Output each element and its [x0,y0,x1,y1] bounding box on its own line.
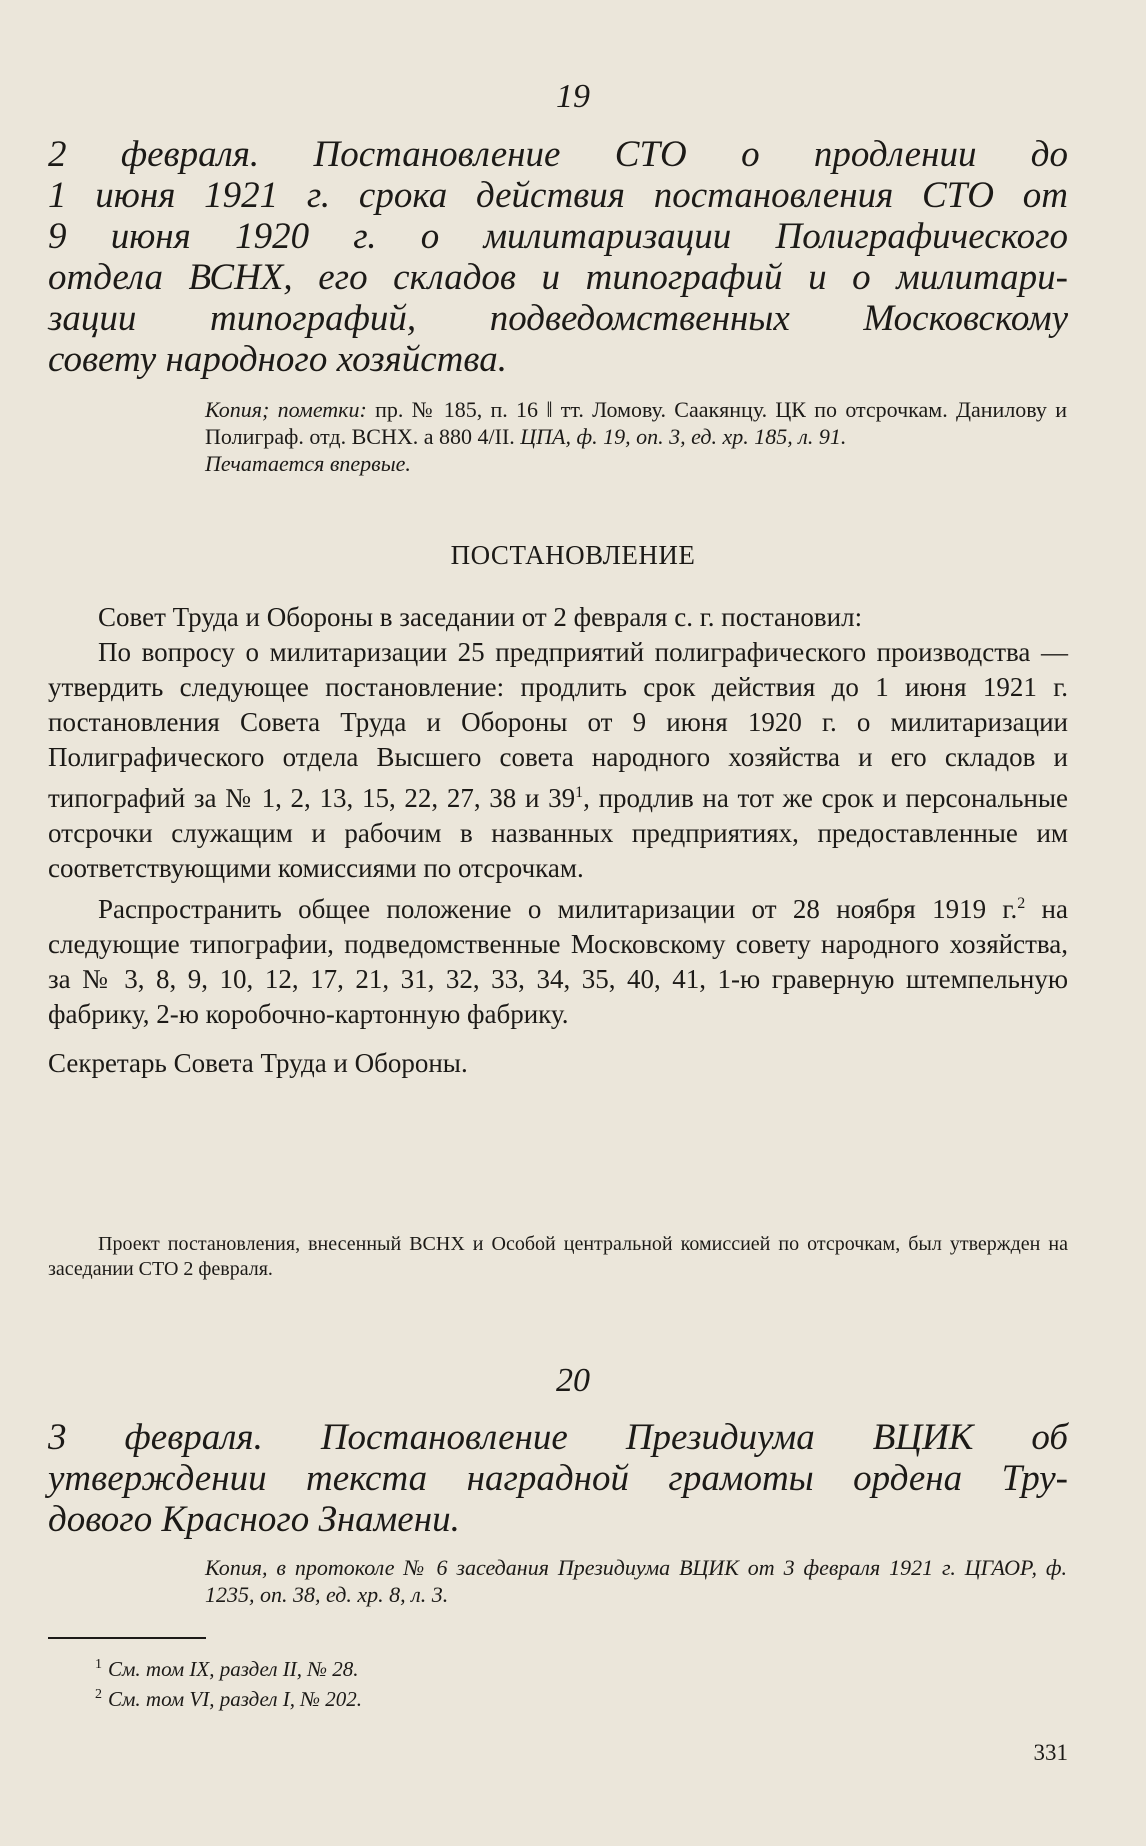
title-line: 2 февраля. Постановление СТО о продлении до [48,134,1068,175]
document-number-19: 19 [556,78,590,115]
footnote-mark: 1 [575,784,584,801]
paragraph-text: , продлив на тот же срок и персональные отсрочки служащим и рабочим в названных предприятиях, предоставленные им соответствующими комиссиями по отсрочкам. [48,783,1068,883]
paragraph-text: Распространить общее положение о милитаризации от 28 ноября 1919 г. [98,894,1018,924]
document-number-20: 20 [556,1362,590,1399]
paragraph-text: По вопросу о милитаризации 25 предприятий полиграфического производства — утвердить следующее постановление: продлить срок действия до 1 июня 1921 г. постановления Совета Труда и Обороны от 9 июня 1920 г. о милитаризации Полиграфического отдела Высшего совета народного хозяйства и его складов и типографий за № 1, 2, 13, 15, 22, 27, 38 и 39 [48,637,1068,813]
editorial-note: Проект постановления, внесенный ВСНХ и Особой центральной комиссией по отсрочкам, был утвержден на заседании СТО 2 февраля. [48,1233,1068,1280]
footnote-number: 1 [95,1657,102,1672]
title-line: 3 февраля. Постановление Президиума ВЦИК об [48,1417,1068,1458]
printed-first-note: Печатается впервые. [205,451,411,476]
footnotes [95,1652,995,1712]
document-20-source: Копия, в протоколе № 6 заседания Президиума ВЦИК от 3 февраля 1921 г. ЦГАОР, ф. 1235, оп. 38, ед. хр. 8, л. 3. [205,1555,1067,1607]
title-line: 1 июня 1921 г. срока действия постановления СТО от [48,175,1068,216]
footnote-mark: 2 [1017,895,1026,912]
paragraph [48,635,1068,886]
footnote-number: 2 [95,1687,102,1702]
document-19-source [205,396,1067,477]
title-line: 9 июня 1920 г. о милитаризации Полиграфического [48,216,1068,257]
source-copy-label: Копия; пометки: [205,397,367,422]
source-marks: пр. № 185, п. 16 ‖ тт. Ломову. Саакянцу. ЦК по отсрочкам. Данилову и Полиграф. отд. ВСНХ. а 880 4/II. [205,397,1067,449]
resolution-body [48,600,1068,1081]
paragraph-text: на следующие типографии, подведомственные Московскому совету народного хозяйства, за № 3, 8, 9, 10, 12, 17, 21, 31, 32, 33, 34, 35, 40, 41, 1-ю граверную штемпельную фабрику, 2-ю коробочно-картонную фабрику. [48,894,1068,1029]
footnote [95,1652,995,1682]
title-line: совету народного хозяйства. [48,339,507,380]
paragraph: Совет Труда и Обороны в заседании от 2 февраля с. г. постановил: [98,602,863,632]
footnote-text: См. том VI, раздел I, № 202. [108,1687,363,1711]
footnote-text: См. том IX, раздел II, № 28. [108,1657,359,1681]
footnote [95,1682,995,1712]
resolution-heading: ПОСТАНОВЛЕНИЕ [450,540,696,570]
source-archive: ЦПА, ф. 19, оп. 3, ед. хр. 185, л. 91. [520,424,847,449]
page-number: 331 [1033,1740,1068,1765]
document-20-title [48,1417,1068,1540]
footnote-divider [48,1637,206,1639]
title-line: утверждении текста наградной грамоты ордена Тру- [48,1458,1068,1499]
title-line: дового Красного Знамени. [48,1499,460,1540]
signature: Секретарь Совета Труда и Обороны. [48,1048,468,1078]
title-line: зации типографий, подведомственных Московскому [48,298,1068,339]
title-line: отдела ВСНХ, его складов и типографий и о милитари- [48,257,1068,298]
document-19-title [48,134,1068,380]
paragraph [48,886,1068,1032]
